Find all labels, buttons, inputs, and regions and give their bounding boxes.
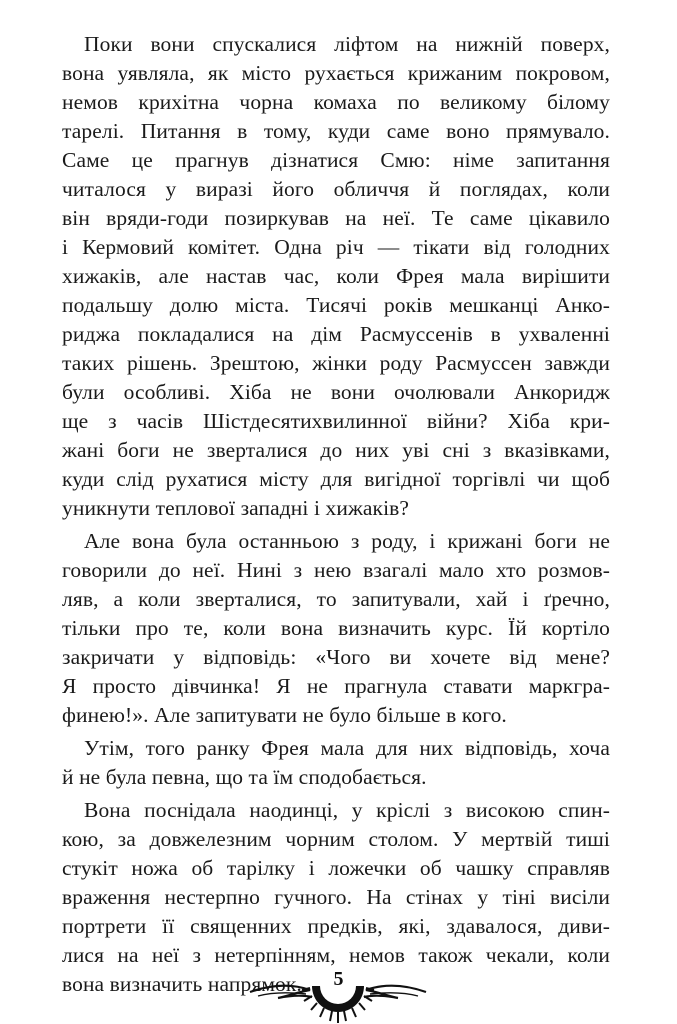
text-line: й не була певна, що та їм сподобається.	[62, 765, 427, 789]
text-line: жані боги не зверталися до них уві сні з вказівками,	[62, 438, 610, 462]
text-line: риджа покладалися на дім Расмуссенів в ухваленні	[62, 322, 610, 346]
text-line: хижаків, але настав час, коли Фрея мала вирішити	[62, 264, 610, 288]
text-line: Вона поснідала наодинці, у кріслі з високою спин-	[84, 798, 610, 822]
text-line: враження нестерпно гучного. На стінах у тіні висіли	[62, 885, 610, 909]
text-line: немов крихітна чорна комаха по великому білому	[62, 90, 610, 114]
text-line: і Кермовий комітет. Одна річ — тікати від голодних	[62, 235, 610, 259]
page-footer	[0, 962, 677, 1024]
text-line: подальшу долю міста. Тисячі років мешканці Анко-	[62, 293, 610, 317]
text-line: ляв, а коли зверталися, то запитували, хай і ґречно,	[62, 587, 610, 611]
paragraph	[62, 734, 610, 792]
text-line: були особливі. Хіба не вони очолювали Анкоридж	[62, 380, 610, 404]
text-line: Саме це прагнув дізнатися Смю: німе запитання	[62, 148, 610, 172]
text-line: вона уявляла, як місто рухається крижаним покровом,	[62, 61, 610, 85]
text-line: уникнути теплової западні і хижаків?	[62, 496, 410, 520]
text-line: лися на неї з нетерпінням, немов також чекали, коли	[62, 943, 610, 967]
text-line: портрети її священних предків, які, здавалося, диви-	[62, 914, 610, 938]
page-number: 5	[333, 968, 344, 990]
text-line: стукіт ножа об тарілку і ложечки об чашку справляв	[62, 856, 610, 880]
text-line: ще з часів Шістдесятихвилинної війни? Хіба кри-	[62, 409, 610, 433]
text-line: тарелі. Питання в тому, куди саме воно прямувало.	[62, 119, 610, 143]
text-line: читалося у виразі його обличчя й поглядах, коли	[62, 177, 610, 201]
text-line: финею!». Але запитувати не було більше в кого.	[62, 703, 507, 727]
text-line: кою, за довжелезним чорним столом. У мертвій тиші	[62, 827, 610, 851]
text-line: закричати у відповідь: «Чого ви хочете від мене?	[62, 645, 610, 669]
text-line: Утім, того ранку Фрея мала для них відповідь, хоча	[84, 736, 610, 760]
text-line: таких рішень. Зрештою, жінки роду Расмуссен завжди	[62, 351, 610, 375]
text-line: куди слід рухатися місту для вигідної торгівлі чи щоб	[62, 467, 610, 491]
text-line: Але вона була останньою з роду, і крижані боги не	[84, 529, 610, 553]
text-line: говорили до неї. Нині з нею взагалі мало хто розмов-	[62, 558, 610, 582]
paragraph	[62, 527, 610, 730]
text-line: Я просто дівчинка! Я не прагнула ставати маркгра-	[62, 674, 610, 698]
text-line: тільки про те, коли вона визначить курс. Їй кортіло	[62, 616, 610, 640]
paragraph	[62, 30, 610, 523]
text-line: Поки вони спускалися ліфтом на нижній поверх,	[84, 32, 610, 56]
book-page-text	[62, 30, 610, 999]
text-line: вона визначить напрямок.	[62, 972, 302, 996]
text-line: він вряди-годи позиркував на неї. Те саме цікавило	[62, 206, 610, 230]
